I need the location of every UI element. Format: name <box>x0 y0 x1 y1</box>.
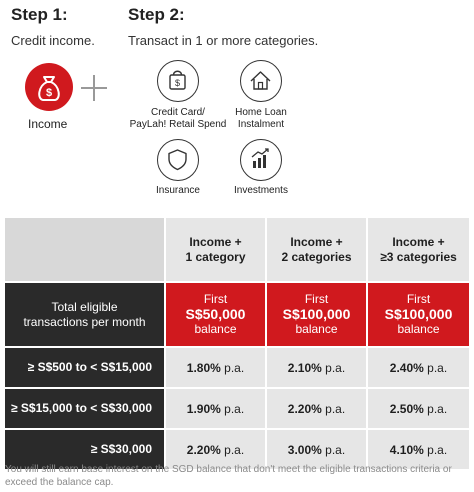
table-header-cell: Income + 2 categories <box>266 218 367 282</box>
footnote: You will still earn base interest on the SGD balance that don't meet the eligible transactions criteria or exceed the balance cap. <box>5 464 452 488</box>
shopping-bag-dollar-icon <box>157 60 199 102</box>
bar-chart-up-icon <box>240 139 282 181</box>
step2-title: Step 2: <box>128 5 185 24</box>
category-label-home-loan: Home Loan Instalment <box>235 107 287 130</box>
rate-cell: 1.90% p.a. <box>165 388 266 429</box>
balance-cap-cell: First S$100,000 balance <box>367 282 469 347</box>
table-header-cell: Income + 1 category <box>165 218 266 282</box>
rate-cell: 2.20% p.a. <box>266 388 367 429</box>
category-label-credit-card: Credit Card/ PayLah! Retail Spend <box>129 107 227 130</box>
svg-text:$: $ <box>45 87 53 99</box>
table-header-row <box>5 218 469 282</box>
rate-cell: 4.10% p.a. <box>367 429 469 469</box>
balance-row-label: Total eligible transactions per month <box>5 282 165 347</box>
table-row <box>5 388 469 429</box>
rate-cell: 2.10% p.a. <box>266 347 367 388</box>
svg-text:$: $ <box>174 78 181 88</box>
house-icon <box>240 60 282 102</box>
table-header-cell: Income + ≥3 categories <box>367 218 469 282</box>
category-label-insurance: Insurance <box>156 185 200 196</box>
category-label-investments: Investments <box>234 185 288 196</box>
balance-cap-cell: First S$50,000 balance <box>165 282 266 347</box>
row-label: ≥ S$15,000 to < S$30,000 <box>5 388 165 429</box>
table-header-blank <box>5 218 165 282</box>
rate-cell: 1.80% p.a. <box>165 347 266 388</box>
plus-icon <box>79 73 109 108</box>
income-money-bag-icon <box>25 63 73 111</box>
rate-cell: 2.20% p.a. <box>165 429 266 469</box>
interest-rate-table <box>5 218 469 469</box>
balance-cap-row <box>5 282 469 347</box>
rate-cell: 2.40% p.a. <box>367 347 469 388</box>
row-label: ≥ S$500 to < S$15,000 <box>5 347 165 388</box>
income-label: Income <box>28 117 68 131</box>
step1-title: Step 1: <box>11 5 68 24</box>
step2-subtitle: Transact in 1 or more categories. <box>128 33 319 48</box>
table-row <box>5 347 469 388</box>
step1-subtitle: Credit income. <box>11 33 95 48</box>
row-label: ≥ S$30,000 <box>5 429 165 469</box>
rate-cell: 2.50% p.a. <box>367 388 469 429</box>
balance-cap-cell: First S$100,000 balance <box>266 282 367 347</box>
rate-cell: 3.00% p.a. <box>266 429 367 469</box>
shield-icon <box>157 139 199 181</box>
